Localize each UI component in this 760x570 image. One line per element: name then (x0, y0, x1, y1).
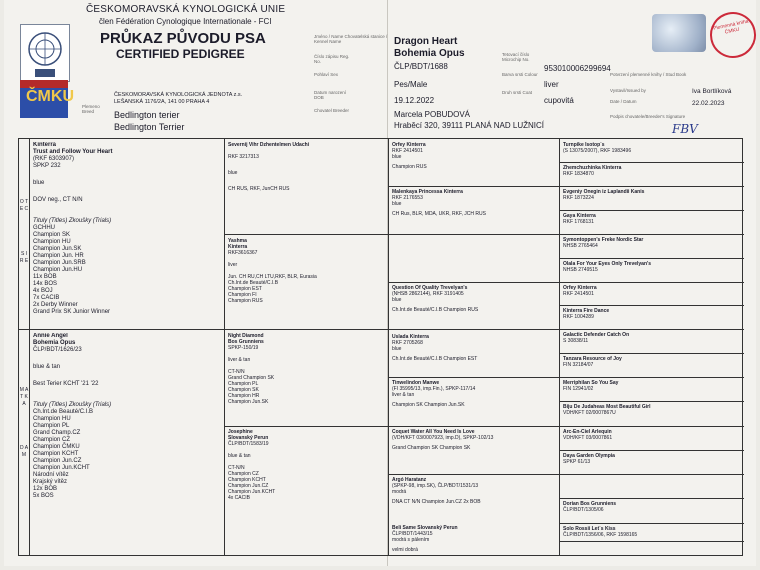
colour-label: Barva srsti Colour (502, 72, 538, 77)
microchip-label: Tetovací číslo Microchip No. (502, 52, 530, 62)
ancestor-name: Dorian Bos Grunniens (563, 501, 617, 507)
ancestor-name: Tinwelindon Manwe (392, 380, 440, 386)
title-item: Champion RUS (228, 298, 263, 304)
grid-line (559, 401, 744, 402)
title-item: 7x CACIB (33, 295, 60, 301)
title-item: Champion Jun.CZ (33, 458, 82, 464)
ancestor-reg: ČLP/BDT/1443/15 (392, 531, 433, 537)
sire-dam-cell (228, 238, 386, 328)
dob-label: Datum narození DOB (314, 90, 347, 100)
dam-sire-titles (228, 375, 386, 405)
registry-org (114, 92, 242, 106)
ancestor-name: Question Of Quality Trevelyan's (392, 285, 468, 291)
dog-sex: Pes/Male (394, 80, 428, 89)
dam-titles-header: Tituly (Titles) Zkoušky (Trials) (33, 402, 112, 408)
grid-line (388, 377, 744, 378)
dam-dam-cell (228, 429, 386, 553)
title-item: Champion CZ (228, 471, 259, 477)
ancestor-name: Biju De Judaheas Most Beautiful Girl (563, 404, 651, 410)
title-item: 5x BOS (33, 493, 54, 499)
ancestor-gen3-cell (392, 189, 557, 281)
ancestor-name: Beli Same Slovanský Perun (392, 525, 458, 531)
ancestor-gen4-cell (563, 356, 741, 376)
dam-dam-reg: ČLP/BDT/1583/19 (228, 441, 269, 447)
ancestor-gen4-cell (563, 526, 741, 546)
ancestor-titles: DNA CT N/N Champion Jun.CZ 2x BOB (392, 499, 481, 505)
title-item: 4x CACIB (228, 495, 250, 501)
sire-dam-extra: Jun. CH RU,CH LTU,RKF, BLR, Eurasia (228, 274, 317, 280)
pedigree-document (4, 0, 756, 566)
dam-titles (33, 409, 221, 500)
grid-line (224, 139, 225, 555)
title-item: Ch.Int.de Beauté/C.I.B (33, 409, 94, 415)
breeder-label: Chovatel Breeder (314, 108, 350, 113)
ancestor-reg: (NHSB 2862144), RKF 3191405 (392, 291, 464, 297)
dam-cell (33, 333, 221, 553)
ancestor-gen3-cell (392, 142, 557, 186)
ancestor-name: Solo Rossii Let´s Kiss (563, 526, 616, 532)
sire-reg-2: SPKP 232 (33, 163, 61, 169)
dam-sire-name-2: Bos Grunniens (228, 339, 264, 345)
ancestor-name: Merriphilan So You Say (563, 380, 619, 386)
ancestor-gen3-cell (392, 429, 557, 475)
grid-line (559, 139, 560, 555)
ancestor-name: Orfey Kinterra (392, 142, 426, 148)
side-label-dam: D A M (19, 445, 29, 458)
ancestor-name: Zhemchuzhinka Kinterra (563, 165, 622, 171)
title-item: Champion Jun.SK (33, 246, 82, 252)
ancestor-name: Malenkaya Princessa Kinterra (392, 189, 463, 195)
sire-name: Kinterra (33, 142, 57, 148)
ancestor-titles: Champion SK Champion Jun.SK (392, 402, 465, 408)
title-item: Champion KCHT (228, 477, 266, 483)
grid-line (388, 139, 389, 555)
ancestor-gen4-cell (563, 142, 741, 162)
dam-dam-name-2: Slovanský Perun (228, 435, 269, 441)
side-label-father: O T E C (19, 199, 29, 212)
dam-dam-extra: CT-N/N (228, 465, 245, 471)
ancestor-colour: modrá (392, 489, 407, 495)
title-item: Grand Champion SK (228, 375, 275, 381)
ancestor-gen4-cell (563, 189, 741, 209)
coat-label: Druh srsti Coat (502, 90, 533, 95)
ancestor-reg: (SPKP-98, imp.SK), ČLP/BDT/1531/13 (392, 483, 479, 489)
title-item: 11x BOB (33, 274, 57, 280)
dam-dam-titles (228, 471, 386, 501)
ancestor-titles: Grand Champion SK Champion SK (392, 445, 471, 451)
ancestor-titles: velmi dobrá (392, 547, 418, 553)
fci-logo (20, 24, 70, 82)
title-item: GCHHU (33, 225, 55, 231)
title-item: Champion SK (33, 232, 71, 238)
grid-line (388, 186, 744, 187)
sire-sire-cell (228, 142, 386, 232)
dog-colour: liver (544, 80, 559, 89)
ancestor-name: Galactic Defender Catch On (563, 332, 630, 338)
ancestor-reg: RKF 1768131 (563, 219, 594, 225)
side-label-mother: M A T K A (19, 387, 29, 407)
ancestor-reg: FIN 12941/02 (563, 386, 594, 392)
title-item: Grand Champ.CZ (33, 430, 81, 436)
dog-kennel: Bohemia Opus (394, 48, 465, 59)
sire-sire-reg: RKF 3217313 (228, 154, 259, 160)
breed-czech: Bedlington terier (114, 110, 180, 120)
ancestor-gen4-cell (563, 285, 741, 305)
ancestor-name: Daya Garden Olympia (563, 453, 615, 459)
title-item: Krajský vítěz (33, 479, 68, 485)
dam-sire-cell (228, 333, 386, 425)
ancestor-reg: RKF 2414501 (563, 291, 594, 297)
ancestor-name: Kinterra Fire Dance (563, 308, 610, 314)
sire-titles (33, 225, 221, 316)
registry-org-name: ČESKOMORAVSKÁ KYNOLOGICKÁ JEDNOTA z.s. (114, 92, 243, 98)
dam-sire-name: Night Diamond (228, 333, 264, 339)
sire-name-2: Trust and Follow Your Heart (33, 149, 113, 155)
ancestor-colour: liver & tan (392, 392, 415, 398)
sire-dam-colour: liver (228, 262, 238, 268)
title-english: CERTIFIED PEDIGREE (116, 47, 245, 61)
ancestor-gen4-cell (563, 404, 741, 424)
dam-dam-name: Josephine (228, 429, 253, 435)
breeder-address: Hraběcí 320, 39111 PLANÁ NAD LUŽNICÍ (394, 121, 544, 130)
title-item: Champion Jun.KCHT (228, 489, 276, 495)
ancestor-gen4-cell (563, 308, 741, 328)
grid-line (559, 353, 744, 354)
sire-dam-titles (228, 280, 386, 304)
dog-dob: 19.12.2022 (394, 96, 435, 105)
ancestor-reg: (FI 35995/13, imp.Fin.), SPKP-117/14 (392, 386, 476, 392)
title-item: Grand Prix SK Junior Winner (33, 309, 111, 315)
name-label: Jméno / Name Chovatelská stanice / Kennel Name (314, 34, 388, 44)
issue-date: 22.02.2023 (692, 100, 725, 107)
side-label-sire: S I R E (19, 251, 29, 264)
ancestor-colour: blue (392, 154, 402, 160)
ancestor-name: Uslada Kinterra (392, 334, 429, 340)
ancestor-gen4-cell (563, 213, 741, 233)
grid-line (559, 498, 744, 499)
title-item: Champion KCHT (33, 451, 79, 457)
sire-dam-reg: RKF3616367 (228, 250, 258, 256)
dam-name-2: Bohemia Opus (33, 340, 76, 346)
grid-line (559, 210, 744, 211)
breeder-name: Marcela POBUDOVÁ (394, 110, 471, 119)
title-item: 4x BOJ (33, 288, 53, 294)
grid-line (388, 282, 744, 283)
dam-colour: blue & tan (33, 364, 61, 370)
ancestor-colour: blue (392, 201, 402, 207)
ancestor-colour: blue (392, 346, 402, 352)
dog-reg-no: ČLP/BDT/1688 (394, 62, 448, 71)
ancestor-gen4-cell (563, 332, 741, 352)
ancestor-titles: CH Rus, BLR, MDA, UKR, RKF, JCH RUS (392, 211, 486, 217)
ancestor-reg: SPKP 61/13 (563, 459, 591, 465)
org-subtitle: člen Fédération Cynologique Internationale - FCI (99, 17, 272, 26)
ancestor-titles: Champion RUS (392, 164, 427, 170)
title-item: Champion Jun.SK (228, 399, 269, 405)
breeder-signature: FBV (672, 122, 698, 136)
ancestor-gen4-cell (563, 261, 741, 281)
ancestor-reg: (S 13075/2007), RKF 1983496 (563, 148, 632, 154)
ancestor-colour: blue (392, 297, 402, 303)
sire-sire-titles: CH RUS, RKF, JunCH RUS (228, 186, 290, 192)
grid-line (559, 305, 744, 306)
registry-org-address: LEŠANSKÁ 1176/2A, 141 00 PRAHA 4 (114, 99, 210, 105)
ancestor-titles: Ch.Int.de Beauté/C.I.B Champion EST (392, 356, 478, 362)
dam-reg: ČLP/BDT/1626/23 (33, 347, 82, 353)
signature-label: Podpis chovatele/Breeder's Signature (610, 114, 686, 119)
ancestor-titles: Ch.Int.de Beauté/C.I.B Champion RUS (392, 307, 479, 313)
org-name: ČESKOMORAVSKÁ KYNOLOGICKÁ UNIE (86, 4, 286, 15)
hologram-sticker (652, 14, 706, 52)
title-item: Champion PL (33, 423, 70, 429)
ancestor-reg: VDH/KFT 03/0007861 (563, 435, 613, 441)
cmku-logo-stripe (20, 80, 68, 88)
ancestor-gen4-cell (563, 501, 741, 523)
ancestor-name: Olala For Your Eyes Only Trevelyan's (563, 261, 651, 267)
dam-sire-reg: SPKP-150/19 (228, 345, 259, 351)
pedigree-table (18, 138, 743, 556)
grid-line (559, 450, 744, 451)
ancestor-reg: VDH/KFT 02/0007867U (563, 410, 616, 416)
title-item: 14x BOS (33, 281, 58, 287)
grid-line (224, 426, 744, 427)
ancestor-gen4-cell (563, 429, 741, 449)
ancestor-name: Arc-En-Ciel Arlequin (563, 429, 612, 435)
title-item: Champion PL (228, 381, 259, 387)
ancestor-name: Coquet Water All You Need Is Love (392, 429, 475, 435)
dog-coat: cupovitá (544, 96, 574, 105)
date-label: Date / Datum (610, 99, 637, 104)
ancestor-gen3-cell (392, 285, 557, 331)
grid-line (19, 329, 744, 330)
ancestor-gen3-cell (392, 477, 557, 523)
ancestor-reg: RKF 2176553 (392, 195, 423, 201)
issued-by-label: Vystavil/Issued by (610, 88, 646, 93)
grid-line (29, 139, 30, 555)
dog-microchip: 953010006299694 (544, 64, 611, 73)
title-item: Champion FI (228, 292, 257, 298)
title-item: Champion CZ (33, 437, 71, 443)
ancestor-reg: (VDH/KFT 03/0007923, imp.D), SPKP-102/13 (392, 435, 494, 441)
title-item: Champion Jun.SRB (33, 260, 86, 266)
studbook-stamp: Plemenná kniha ČMKU (706, 8, 760, 63)
grid-line (559, 162, 744, 163)
ancestor-gen4-cell (563, 237, 741, 257)
title-item: 12x BOB (33, 486, 58, 492)
issued-by: Iva Bortlíková (692, 88, 732, 95)
title-item: 2x Derby Winner (33, 302, 78, 308)
ancestor-gen3-cell (392, 380, 557, 426)
title-item: Champion SK (228, 387, 259, 393)
cmku-logo-letters: ČMKU (26, 88, 74, 105)
ancestor-name: Gaya Kinterra (563, 213, 596, 219)
ancestor-gen4-cell (563, 165, 741, 185)
ancestor-name: Evgeniy Onegin iz Laplandii Kanis (563, 189, 645, 195)
ancestor-reg: NHSB 2749515 (563, 267, 598, 273)
title-czech: PRŮKAZ PŮVODU PSA (100, 30, 266, 47)
ancestor-reg: FIN 32184/07 (563, 362, 594, 368)
sire-extra: DOV neg., CT N/N (33, 197, 83, 203)
ancestor-reg: NHSB 2765464 (563, 243, 598, 249)
sire-dam-name-2: Kinterra (228, 244, 248, 250)
ancestor-gen3-cell (392, 334, 557, 376)
ancestor-name: Turnpike Isotop´s (563, 142, 605, 148)
title-item: Champion ČMKU (33, 444, 80, 450)
grid-line (559, 258, 744, 259)
title-item: Ch.Int.de Beauté/C.I.B (228, 280, 279, 286)
sire-titles-header: Tituly (Titles) Zkoušky (Trials) (33, 218, 112, 224)
dam-extra: Best Terier KCHT '21 '22 (33, 381, 99, 387)
sire-cell (33, 142, 221, 327)
ancestor-reg: RKF 2705268 (392, 340, 423, 346)
title-item: Champion Jun.CZ (228, 483, 269, 489)
ancestor-reg: RKF 2414501 (392, 148, 423, 154)
title-item: Champion HR (228, 393, 260, 399)
breed-label: Plemeno Breed (82, 104, 100, 114)
ancestor-gen4-cell (563, 453, 741, 473)
ancestor-reg: RKF 1834870 (563, 171, 594, 177)
sire-dam-name: Yashma (228, 238, 247, 244)
title-item: Champion Jun.HU (33, 267, 83, 273)
title-item: Champion HU (33, 416, 71, 422)
breed-english: Bedlington Terrier (114, 122, 185, 132)
studbook-label: Potvrzení plemenné knihy / Stud Book (610, 72, 687, 77)
sex-label: Pohlaví Sex (314, 72, 339, 77)
dam-dam-colour: blue & tan (228, 453, 251, 459)
reg-label: Číslo zápisu Reg. No. (314, 54, 350, 64)
dam-sire-colour: liver & tan (228, 357, 251, 363)
dog-name: Dragon Heart (394, 36, 458, 47)
ancestor-name: Orfey Kinterra (563, 285, 597, 291)
ancestor-gen3-cell (392, 525, 557, 555)
sire-colour: blue (33, 180, 45, 186)
sire-sire-name: Severnij Vihr Dzhentelmen Udachi (228, 142, 310, 148)
ancestor-name: Argó Haratanz (392, 477, 427, 483)
grid-line (559, 523, 744, 524)
ancestor-gen4-cell (563, 380, 741, 400)
sire-reg: (RKF 6303907) (33, 156, 75, 162)
ancestor-reg: RKF 1873224 (563, 195, 594, 201)
ancestor-reg: ČLP/BDT/1305/06 (563, 507, 604, 513)
title-item: Champion Jun.KCHT (33, 465, 90, 471)
sire-sire-colour: blue (228, 170, 238, 176)
title-item: Champion HU (33, 239, 71, 245)
title-item: Champion Jun. HR (33, 253, 84, 259)
dam-sire-extra: CT-N/N (228, 369, 245, 375)
title-item: Národní vítěz (33, 472, 69, 478)
ancestor-reg: S 30838/11 (563, 338, 589, 344)
title-item: Champion EST (228, 286, 262, 292)
ancestor-name: Tanzara Resource of Joy (563, 356, 622, 362)
ancestor-name: Symontoppen's Freke Nordic Star (563, 237, 644, 243)
ancestor-reg: ČLP/BDT/1356/06, RKF 1598165 (563, 532, 638, 538)
ancestor-reg: RKF 1004289 (563, 314, 594, 320)
dam-name: Annie Angel (33, 333, 68, 339)
ancestor-colour: modrá s pálením (392, 537, 430, 543)
